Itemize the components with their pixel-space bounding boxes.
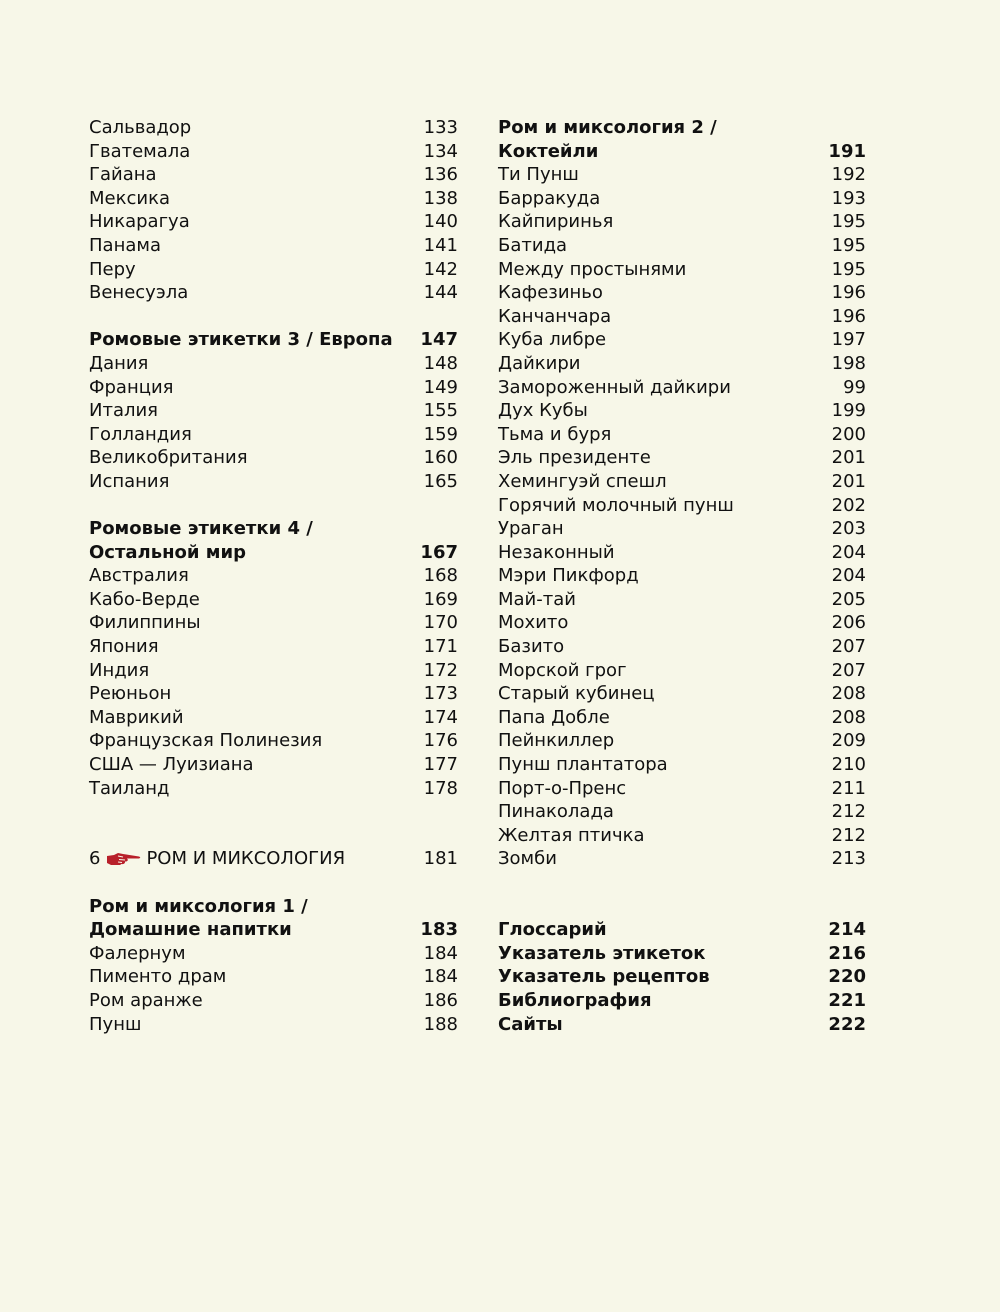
- toc-entry[interactable]: [89, 210, 458, 234]
- toc-entry[interactable]: [498, 989, 866, 1013]
- toc-entry-page: 181: [423, 848, 458, 870]
- toc-entry-page: 199: [831, 400, 866, 422]
- toc-entry-page: 208: [831, 683, 866, 705]
- toc-entry-page: 204: [831, 541, 866, 563]
- toc-entry-page: 142: [423, 258, 458, 280]
- pointing-hand-icon: [106, 852, 142, 866]
- toc-entry-title: Ромовые этикетки 3 / Европа: [89, 329, 393, 351]
- toc-entry-page: 193: [831, 187, 866, 209]
- toc-entry-title: Маврикий: [89, 706, 184, 728]
- toc-entry[interactable]: [498, 1013, 866, 1037]
- toc-entry-page: 206: [831, 612, 866, 634]
- toc-entry[interactable]: [89, 564, 458, 588]
- toc-entry[interactable]: [498, 352, 866, 376]
- toc-entry-page: 184: [423, 966, 458, 988]
- toc-entry-title: Дания: [89, 352, 149, 374]
- toc-entry[interactable]: [498, 847, 866, 871]
- toc-entry-page: 222: [828, 1013, 866, 1035]
- toc-entry-title: Ти Пунш: [498, 164, 579, 186]
- toc-entry-page: 192: [831, 164, 866, 186]
- toc-entry[interactable]: [498, 234, 866, 258]
- toc-entry[interactable]: [89, 163, 458, 187]
- toc-entry-page: 149: [423, 376, 458, 398]
- toc-entry[interactable]: [498, 824, 866, 848]
- toc-entry-title: Великобритания: [89, 447, 248, 469]
- toc-entry-page: 147: [420, 329, 458, 351]
- toc-entry[interactable]: [498, 163, 866, 187]
- toc-entry-title: Незаконный: [498, 541, 615, 563]
- toc-entry-title: Мексика: [89, 187, 170, 209]
- toc-entry-title: Пинаколада: [498, 801, 614, 823]
- toc-section-heading[interactable]: [89, 328, 458, 352]
- toc-entry-title: Италия: [89, 400, 159, 422]
- toc-entry-title: Ром и миксология 1 /: [89, 895, 308, 917]
- toc-section-heading[interactable]: [498, 140, 866, 164]
- toc-group-europe: [89, 352, 458, 494]
- toc-chapter-heading[interactable]: [89, 847, 458, 871]
- toc-entry-title: Порт-о-Пренс: [498, 777, 627, 799]
- toc-entry-page: 188: [423, 1013, 458, 1035]
- toc-entry[interactable]: [498, 305, 866, 329]
- toc-entry-title: Сальвадор: [89, 117, 192, 138]
- toc-entry-title: Эль президенте: [498, 447, 651, 469]
- toc-entry-page: 195: [831, 234, 866, 256]
- toc-entry-title: Ром и миксология 2 /: [498, 117, 717, 138]
- toc-entry[interactable]: [89, 234, 458, 258]
- toc-entry-title: Испания: [89, 470, 170, 492]
- toc-entry-title: Старый кубинец: [498, 683, 655, 705]
- toc-section-heading[interactable]: [498, 116, 866, 140]
- toc-entry-page: 186: [423, 989, 458, 1011]
- toc-entry-page: 141: [423, 234, 458, 256]
- toc-entry[interactable]: [498, 564, 866, 588]
- toc-entry-page: 202: [831, 494, 866, 516]
- toc-entry[interactable]: [498, 423, 866, 447]
- toc-group-cocktails: [498, 163, 866, 871]
- toc-entry[interactable]: [498, 729, 866, 753]
- toc-entry-title: Французская Полинезия: [89, 730, 323, 752]
- toc-entry-title: Указатель рецептов: [498, 966, 710, 988]
- toc-entry-title: Пейнкиллер: [498, 730, 615, 752]
- toc-entry-title: Пименто драм: [89, 966, 227, 988]
- toc-entry-title: Дайкири: [498, 352, 581, 374]
- toc-entry-title: Куба либре: [498, 329, 607, 351]
- toc-entry-title: Барракуда: [498, 187, 601, 209]
- toc-entry-title: Глоссарий: [498, 919, 607, 941]
- toc-group-appendix: [498, 918, 866, 1036]
- toc-entry-page: 196: [831, 305, 866, 327]
- toc-entry[interactable]: [89, 281, 458, 305]
- toc-entry[interactable]: [498, 682, 866, 706]
- toc-entry[interactable]: [498, 588, 866, 612]
- toc-entry-page: 207: [831, 659, 866, 681]
- toc-entry-title: Кайпиринья: [498, 211, 614, 233]
- toc-entry-title: Кабо-Верде: [89, 588, 200, 610]
- toc-entry-page: 214: [828, 919, 866, 941]
- toc-entry-title: Между простынями: [498, 258, 687, 280]
- toc-group-home-drinks: [89, 942, 458, 1036]
- chapter-number: 6: [89, 848, 101, 870]
- toc-entry-title: Филиппины: [89, 612, 201, 634]
- chapter-title: РОМ И МИКСОЛОГИЯ: [146, 848, 346, 870]
- toc-entry-title: Морской грог: [498, 659, 627, 681]
- toc-entry-page: 99: [843, 376, 866, 398]
- toc-entry[interactable]: [498, 258, 866, 282]
- toc-entry-page: 197: [831, 329, 866, 351]
- toc-section-heading[interactable]: [89, 517, 458, 541]
- toc-entry-page: 210: [831, 754, 866, 776]
- toc-entry[interactable]: [89, 989, 458, 1013]
- toc-entry-title: Папа Добле: [498, 706, 610, 728]
- toc-entry-page: 172: [423, 659, 458, 681]
- toc-entry-page: 133: [423, 117, 458, 138]
- toc-section-heading[interactable]: [89, 895, 458, 919]
- toc-entry-page: 176: [423, 730, 458, 752]
- toc-entry[interactable]: [498, 659, 866, 683]
- toc-entry-title: Фалернум: [89, 942, 186, 964]
- toc-entry[interactable]: [89, 729, 458, 753]
- toc-entry-title: Горячий молочный пунш: [498, 494, 734, 516]
- toc-entry-title: Никарагуа: [89, 211, 190, 233]
- toc-entry-page: 212: [831, 801, 866, 823]
- toc-entry-title: Базито: [498, 636, 565, 658]
- toc-entry[interactable]: [89, 116, 458, 140]
- toc-entry-page: 201: [831, 470, 866, 492]
- toc-entry-page: 196: [831, 282, 866, 304]
- toc-entry-page: 207: [831, 636, 866, 658]
- toc-entry-title: Сайты: [498, 1013, 563, 1035]
- toc-entry[interactable]: [89, 140, 458, 164]
- toc-entry-title: Реюньон: [89, 683, 172, 705]
- toc-entry-page: 138: [423, 187, 458, 209]
- toc-entry-title: Ромовые этикетки 4 /: [89, 518, 313, 540]
- toc-entry-title: Пунш плантатора: [498, 754, 668, 776]
- toc-entry[interactable]: [498, 965, 866, 989]
- toc-entry[interactable]: [89, 777, 458, 801]
- toc-entry-title: США — Луизиана: [89, 754, 254, 776]
- toc-entry-page: 171: [423, 636, 458, 658]
- toc-entry[interactable]: [89, 965, 458, 989]
- toc-entry-title: Таиланд: [89, 777, 170, 799]
- toc-entry-title: Мэри Пикфорд: [498, 565, 639, 587]
- toc-entry-title: Голландия: [89, 423, 192, 445]
- toc-entry[interactable]: [498, 635, 866, 659]
- toc-entry-page: 174: [423, 706, 458, 728]
- toc-entry-page: 165: [423, 470, 458, 492]
- toc-entry-title: Ураган: [498, 518, 564, 540]
- toc-entry[interactable]: [498, 541, 866, 565]
- toc-entry-title: Батида: [498, 234, 568, 256]
- toc-entry[interactable]: [498, 706, 866, 730]
- toc-entry-title: Желтая птичка: [498, 824, 645, 846]
- toc-entry-page: 184: [423, 942, 458, 964]
- toc-left-column: [89, 116, 458, 1036]
- toc-entry-title: Указатель этикеток: [498, 942, 706, 964]
- toc-entry[interactable]: [498, 446, 866, 470]
- toc-entry[interactable]: [89, 399, 458, 423]
- toc-entry-title: Австралия: [89, 565, 189, 587]
- toc-entry-page: 160: [423, 447, 458, 469]
- toc-entry-page: 208: [831, 706, 866, 728]
- toc-entry[interactable]: [498, 328, 866, 352]
- toc-entry[interactable]: [89, 588, 458, 612]
- toc-entry[interactable]: [498, 281, 866, 305]
- toc-entry-title: Хемингуэй спешл: [498, 470, 667, 492]
- toc-entry-page: 209: [831, 730, 866, 752]
- toc-entry[interactable]: [498, 517, 866, 541]
- toc-entry-page: 211: [831, 777, 866, 799]
- toc-group-latin-america: [89, 116, 458, 305]
- toc-entry[interactable]: [498, 187, 866, 211]
- toc-entry[interactable]: [89, 659, 458, 683]
- toc-entry[interactable]: [89, 423, 458, 447]
- toc-entry-title: Май-тай: [498, 588, 576, 610]
- toc-entry-title: Домашние напитки: [89, 919, 292, 941]
- toc-entry[interactable]: [498, 210, 866, 234]
- toc-entry-title: Гватемала: [89, 140, 191, 162]
- toc-entry-title: Библиография: [498, 989, 652, 1011]
- toc-entry[interactable]: [89, 446, 458, 470]
- toc-entry-page: 140: [423, 211, 458, 233]
- toc-entry-page: 200: [831, 423, 866, 445]
- toc-entry-page: 221: [828, 989, 866, 1011]
- toc-entry-page: 173: [423, 683, 458, 705]
- toc-entry[interactable]: [498, 376, 866, 400]
- toc-entry-title: Ром аранже: [89, 989, 203, 1011]
- toc-entry[interactable]: [89, 753, 458, 777]
- toc-entry[interactable]: [89, 635, 458, 659]
- toc-entry[interactable]: [498, 494, 866, 518]
- toc-entry-page: 205: [831, 588, 866, 610]
- toc-entry-page: 169: [423, 588, 458, 610]
- toc-entry-page: 177: [423, 754, 458, 776]
- toc-entry-page: 159: [423, 423, 458, 445]
- toc-entry-title: Мохито: [498, 612, 569, 634]
- toc-entry-title: Остальной мир: [89, 541, 247, 563]
- toc-group-rest-of-world: [89, 564, 458, 800]
- toc-entry[interactable]: [89, 187, 458, 211]
- toc-entry-title: Пунш: [89, 1013, 142, 1035]
- toc-entry[interactable]: [89, 942, 458, 966]
- toc-entry-page: 170: [423, 612, 458, 634]
- toc-entry-page: 195: [831, 211, 866, 233]
- toc-entry-page: 203: [831, 518, 866, 540]
- toc-entry-page: 212: [831, 824, 866, 846]
- toc-right-column: [498, 116, 866, 1036]
- toc-entry-title: Франция: [89, 376, 174, 398]
- toc-entry[interactable]: [498, 470, 866, 494]
- toc-entry-title: Венесуэла: [89, 282, 189, 304]
- toc-entry-title: Гайана: [89, 164, 157, 186]
- toc-entry-title: Япония: [89, 636, 159, 658]
- toc-entry-page: 213: [831, 848, 866, 870]
- toc-entry-title: Тьма и буря: [498, 423, 612, 445]
- toc-entry-page: 198: [831, 352, 866, 374]
- toc-entry-page: 134: [423, 140, 458, 162]
- toc-entry-page: 216: [828, 942, 866, 964]
- toc-entry-page: 136: [423, 164, 458, 186]
- toc-entry[interactable]: [498, 777, 866, 801]
- toc-entry-page: 195: [831, 258, 866, 280]
- toc-entry[interactable]: [498, 399, 866, 423]
- toc-entry-title: Перу: [89, 258, 136, 280]
- toc-entry-title: Замороженный дайкири: [498, 376, 731, 398]
- toc-entry-page: 168: [423, 565, 458, 587]
- toc-entry[interactable]: [498, 611, 866, 635]
- toc-entry-page: 201: [831, 447, 866, 469]
- toc-entry-title: Панама: [89, 234, 161, 256]
- toc-entry[interactable]: [498, 942, 866, 966]
- toc-entry-page: 144: [423, 282, 458, 304]
- toc-entry-title: Кафезиньо: [498, 282, 603, 304]
- toc-entry-title: Зомби: [498, 848, 557, 870]
- toc-entry-title: Индия: [89, 659, 150, 681]
- toc-entry[interactable]: [498, 753, 866, 777]
- toc-entry[interactable]: [498, 918, 866, 942]
- toc-entry[interactable]: [89, 706, 458, 730]
- toc-section-heading[interactable]: [89, 918, 458, 942]
- toc-entry[interactable]: [89, 1013, 458, 1037]
- toc-entry-page: 220: [828, 966, 866, 988]
- toc-entry-page: 191: [828, 140, 866, 162]
- toc-entry-page: 167: [420, 541, 458, 563]
- toc-section-heading[interactable]: [89, 541, 458, 565]
- toc-entry-page: 178: [423, 777, 458, 799]
- toc-entry-title: Дух Кубы: [498, 400, 588, 422]
- toc-entry-title: Коктейли: [498, 140, 599, 162]
- toc-entry[interactable]: [498, 800, 866, 824]
- toc-entry-page: 148: [423, 352, 458, 374]
- toc-entry[interactable]: [89, 470, 458, 494]
- toc-entry[interactable]: [89, 258, 458, 282]
- toc-entry-page: 204: [831, 565, 866, 587]
- toc-entry[interactable]: [89, 376, 458, 400]
- toc-entry[interactable]: [89, 352, 458, 376]
- toc-entry-page: 155: [423, 400, 458, 422]
- toc-entry-title: Канчанчара: [498, 305, 612, 327]
- toc-entry-page: 183: [420, 919, 458, 941]
- toc-entry[interactable]: [89, 682, 458, 706]
- toc-entry[interactable]: [89, 611, 458, 635]
